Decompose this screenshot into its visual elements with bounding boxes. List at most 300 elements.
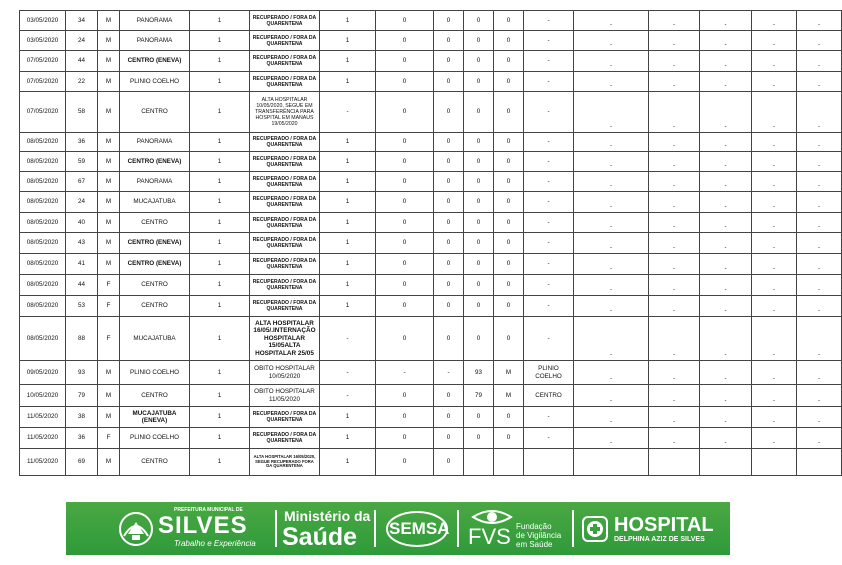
cell-text: - — [610, 62, 612, 69]
cell-c12 — [524, 233, 574, 254]
cell-bairro — [120, 275, 190, 296]
fvs-line1: Fundação — [516, 522, 552, 531]
cell-c17 — [797, 31, 842, 51]
cell-situacao — [250, 133, 320, 152]
footer-banner — [66, 502, 730, 555]
cell-c13 — [574, 152, 649, 172]
cell-c11 — [494, 152, 524, 172]
cell-text: M — [105, 368, 112, 376]
cell-text: 24 — [77, 198, 85, 206]
cell-sexo — [98, 233, 120, 254]
cell-contagem — [190, 449, 250, 476]
cell-text: 0 — [446, 198, 451, 206]
cell-text: 1 — [217, 260, 222, 268]
cell-text: 03/05/2020 — [26, 16, 59, 24]
cell-text: 0 — [506, 281, 511, 289]
cell-text: 0 — [402, 218, 407, 226]
cell-c9 — [434, 233, 464, 254]
cell-c13 — [574, 407, 649, 428]
silves-name: SILVES — [158, 512, 248, 539]
cell-text: 07/05/2020 — [26, 77, 59, 85]
case-table — [19, 10, 842, 476]
cell-c7 — [320, 361, 376, 385]
cell-c16 — [752, 11, 797, 31]
cell-text: 1 — [217, 218, 222, 226]
cell-c16 — [752, 361, 797, 385]
cell-text: RECUPERADO / FORA DA QUARENTENA — [252, 175, 317, 188]
cell-text: PLINIO COELHO — [130, 77, 179, 85]
cell-c13 — [574, 275, 649, 296]
fvs-line3: em Saúde — [516, 540, 553, 549]
cell-text: 0 — [476, 157, 481, 165]
cell-text: - — [724, 142, 727, 149]
cell-c14 — [649, 233, 700, 254]
cell-text: 0 — [446, 36, 451, 44]
cell-text: 0 — [506, 434, 511, 442]
cell-text: 24 — [77, 36, 85, 44]
table-row — [20, 192, 842, 213]
cell-contagem — [190, 407, 250, 428]
cell-text: - — [673, 62, 675, 69]
cell-text: F — [106, 281, 111, 289]
cell-text: 0 — [402, 413, 407, 421]
cell-c11 — [494, 254, 524, 275]
cell-text: - — [818, 375, 820, 382]
cell-situacao — [250, 31, 320, 51]
cell-contagem — [190, 233, 250, 254]
cell-c14 — [649, 428, 700, 449]
cell-c16 — [752, 385, 797, 407]
cell-text: 0 — [506, 77, 511, 85]
cell-c15 — [700, 172, 752, 192]
cell-c15 — [700, 92, 752, 133]
cell-c14 — [649, 275, 700, 296]
cell-c15 — [700, 361, 752, 385]
cell-c11 — [494, 296, 524, 317]
cell-c9 — [434, 296, 464, 317]
hospital-sub: DELPHINA AZIZ DE SILVES — [614, 536, 705, 543]
cell-bairro — [120, 192, 190, 213]
cell-c13 — [574, 428, 649, 449]
cell-text: PLINIO COELHO — [130, 434, 179, 442]
cell-text: 03/05/2020 — [26, 36, 59, 44]
cell-text: 08/05/2020 — [26, 218, 59, 226]
cell-sexo — [98, 192, 120, 213]
cell-c12 — [524, 385, 574, 407]
cell-text: RECUPERADO / FORA DA QUARENTENA — [252, 75, 317, 88]
cell-text: 0 — [506, 413, 511, 421]
cell-contagem — [190, 296, 250, 317]
cell-text: - — [818, 182, 820, 189]
cell-text: M — [105, 413, 112, 421]
cell-sexo — [98, 72, 120, 92]
cell-c16 — [752, 172, 797, 192]
table-row — [20, 213, 842, 233]
cell-text: RECUPERADO / FORA DA QUARENTENA — [252, 14, 317, 27]
cell-situacao — [250, 361, 320, 385]
cell-text: - — [673, 439, 675, 446]
cell-text: 0 — [476, 413, 481, 421]
cell-c15 — [700, 192, 752, 213]
cell-text: 0 — [476, 302, 481, 310]
cell-c16 — [752, 152, 797, 172]
cell-text: - — [547, 36, 550, 44]
cell-c15 — [700, 317, 752, 361]
cell-c14 — [649, 361, 700, 385]
cell-sexo — [98, 428, 120, 449]
cell-text: RECUPERADO / FORA DA QUARENTENA — [252, 196, 317, 208]
cell-text: 0 — [402, 77, 407, 85]
cell-text: 0 — [506, 177, 511, 185]
cell-text: - — [724, 41, 727, 48]
cell-c11 — [494, 449, 524, 476]
cell-c12 — [524, 133, 574, 152]
cell-text: - — [610, 397, 612, 404]
cell-situacao — [250, 407, 320, 428]
cell-text: 41 — [77, 260, 85, 268]
cell-text: 0 — [402, 108, 407, 116]
cell-data — [20, 192, 66, 213]
cell-c11 — [494, 385, 524, 407]
cell-c13 — [574, 361, 649, 385]
cell-c9 — [434, 254, 464, 275]
cell-bairro — [120, 385, 190, 407]
cell-c8 — [376, 428, 434, 449]
cell-c17 — [797, 428, 842, 449]
cell-sexo — [98, 275, 120, 296]
cell-data — [20, 275, 66, 296]
cell-idade — [66, 51, 98, 72]
cell-text: 08/05/2020 — [26, 157, 59, 165]
table-row — [20, 361, 842, 385]
cell-text: - — [773, 265, 775, 272]
cell-c11 — [494, 192, 524, 213]
cell-text: 69 — [77, 458, 85, 466]
cell-text: 08/05/2020 — [26, 334, 59, 342]
cell-text: CENTRO — [535, 391, 562, 399]
cell-c7 — [320, 152, 376, 172]
cell-text: - — [773, 351, 775, 358]
cell-data — [20, 213, 66, 233]
cell-bairro — [120, 172, 190, 192]
cell-c9 — [434, 213, 464, 233]
cell-text: 0 — [506, 108, 511, 116]
cell-c16 — [752, 296, 797, 317]
cell-c17 — [797, 407, 842, 428]
cell-text: 0 — [402, 281, 407, 289]
cell-text: 0 — [506, 16, 511, 24]
cell-c17 — [797, 317, 842, 361]
cell-text: - — [773, 82, 775, 89]
cell-c15 — [700, 11, 752, 31]
cell-c9 — [434, 31, 464, 51]
cell-c14 — [649, 72, 700, 92]
cell-c15 — [700, 233, 752, 254]
cell-c8 — [376, 449, 434, 476]
cell-c9 — [434, 152, 464, 172]
cell-bairro — [120, 72, 190, 92]
cell-sexo — [98, 385, 120, 407]
cell-situacao — [250, 275, 320, 296]
cell-c7 — [320, 428, 376, 449]
cell-data — [20, 233, 66, 254]
cell-text: - — [673, 286, 675, 293]
cell-text: PANORAMA — [136, 138, 173, 146]
cell-text: CENTRO (ENEVA) — [127, 157, 182, 165]
cell-situacao — [250, 428, 320, 449]
cell-text: - — [547, 434, 550, 442]
cell-sexo — [98, 317, 120, 361]
cell-text: 1 — [345, 16, 350, 24]
cell-c8 — [376, 31, 434, 51]
cell-c11 — [494, 213, 524, 233]
cell-c9 — [434, 407, 464, 428]
cell-c7 — [320, 407, 376, 428]
cell-text: - — [724, 82, 727, 89]
cell-text: RECUPERADO / FORA DA QUARENTENA — [252, 34, 317, 47]
cell-c17 — [797, 385, 842, 407]
cell-text: - — [673, 223, 675, 230]
cell-text: - — [547, 302, 550, 310]
cell-text: M — [105, 138, 112, 146]
cell-c7 — [320, 385, 376, 407]
cell-data — [20, 51, 66, 72]
cell-text: 10/05/2020 — [26, 391, 59, 399]
cell-c10 — [464, 92, 494, 133]
cell-c17 — [797, 192, 842, 213]
cell-text: - — [346, 368, 349, 376]
cell-text: 0 — [446, 177, 451, 185]
cell-text: 08/05/2020 — [26, 302, 59, 310]
cell-c12 — [524, 172, 574, 192]
cell-text: - — [818, 162, 820, 169]
cell-text: - — [724, 265, 727, 272]
cell-contagem — [190, 92, 250, 133]
cell-c17 — [797, 449, 842, 476]
cell-c16 — [752, 213, 797, 233]
cell-c10 — [464, 428, 494, 449]
table-row — [20, 428, 842, 449]
cell-c8 — [376, 51, 434, 72]
cell-contagem — [190, 192, 250, 213]
cell-text: 1 — [345, 138, 350, 146]
table-row — [20, 152, 842, 172]
cell-c7 — [320, 31, 376, 51]
cell-c17 — [797, 275, 842, 296]
cell-situacao — [250, 385, 320, 407]
table-row — [20, 51, 842, 72]
cell-text: - — [673, 142, 675, 149]
cell-idade — [66, 72, 98, 92]
cell-text: 88 — [77, 334, 85, 342]
cell-text: 1 — [345, 434, 350, 442]
cell-text: M — [105, 260, 112, 268]
cell-contagem — [190, 11, 250, 31]
cell-text: - — [610, 307, 612, 314]
cell-text: 08/05/2020 — [26, 198, 59, 206]
cell-text: 0 — [446, 413, 451, 421]
cell-text: 36 — [77, 434, 85, 442]
cell-c7 — [320, 296, 376, 317]
table-row — [20, 11, 842, 31]
cell-text: 0 — [476, 108, 481, 116]
cell-text: 08/05/2020 — [26, 239, 59, 247]
cell-text: 0 — [476, 260, 481, 268]
cell-text: - — [447, 368, 450, 376]
cell-contagem — [190, 275, 250, 296]
cell-text: 11/05/2020 — [26, 434, 59, 442]
cell-text: 0 — [402, 434, 407, 442]
cell-idade — [66, 152, 98, 172]
cell-c17 — [797, 233, 842, 254]
cell-text: - — [773, 21, 775, 28]
cell-c10 — [464, 133, 494, 152]
cell-text: 07/05/2020 — [26, 57, 59, 65]
cell-text: 1 — [217, 239, 222, 247]
cell-c13 — [574, 213, 649, 233]
cell-c8 — [376, 361, 434, 385]
cell-situacao — [250, 449, 320, 476]
cell-text: 34 — [77, 16, 85, 24]
cell-c9 — [434, 385, 464, 407]
cell-sexo — [98, 254, 120, 275]
table-row — [20, 275, 842, 296]
silves-logo-icon — [114, 510, 158, 548]
cell-text: 0 — [402, 239, 407, 247]
cell-data — [20, 361, 66, 385]
cell-idade — [66, 317, 98, 361]
cell-text: 08/05/2020 — [26, 138, 59, 146]
table-row — [20, 385, 842, 407]
cell-situacao — [250, 233, 320, 254]
cell-text: 1 — [345, 198, 350, 206]
cell-text: ALTA HOSPITALAR 16/05/.INTERNAÇÃO HOSPITALAR 15/05ALTA HOSPITALAR 25/05 — [253, 319, 316, 357]
cell-text: - — [773, 182, 775, 189]
fvs-abbr: FVS — [468, 524, 511, 549]
cell-text: - — [547, 413, 550, 421]
cell-text: 1 — [345, 77, 350, 85]
cell-text: - — [773, 223, 775, 230]
cell-text: - — [818, 307, 820, 314]
cell-c15 — [700, 428, 752, 449]
cell-data — [20, 31, 66, 51]
cell-text: 43 — [77, 239, 85, 247]
cell-c13 — [574, 31, 649, 51]
cell-text: - — [610, 21, 612, 28]
cell-situacao — [250, 296, 320, 317]
cell-text: - — [724, 375, 727, 382]
cell-c7 — [320, 72, 376, 92]
cell-bairro — [120, 31, 190, 51]
cell-text: RECUPERADO / FORA DA QUARENTENA — [252, 155, 317, 168]
cell-bairro — [120, 428, 190, 449]
cell-text: - — [346, 108, 349, 116]
cell-data — [20, 172, 66, 192]
cell-c8 — [376, 11, 434, 31]
cell-text: 67 — [77, 177, 85, 185]
cell-text: 1 — [345, 239, 350, 247]
cell-c11 — [494, 11, 524, 31]
cell-text: - — [773, 375, 775, 382]
cell-text: 0 — [446, 434, 451, 442]
cell-text: - — [610, 286, 612, 293]
cell-text: 0 — [446, 239, 451, 247]
cell-text: 0 — [402, 16, 407, 24]
cell-text: - — [724, 418, 727, 425]
cell-c13 — [574, 133, 649, 152]
cell-text: - — [547, 281, 550, 289]
fvs-line2: de Vigilância — [516, 531, 562, 540]
cell-text: - — [673, 203, 675, 210]
cell-text: - — [547, 334, 550, 342]
cell-c15 — [700, 31, 752, 51]
cell-situacao — [250, 192, 320, 213]
cell-text: 44 — [77, 57, 85, 65]
cell-text: OBITO HOSPITALAR 10/05/2020 — [254, 365, 315, 380]
cell-text: F — [106, 334, 111, 342]
table-row — [20, 317, 842, 361]
cell-c16 — [752, 31, 797, 51]
cell-c10 — [464, 11, 494, 31]
cell-c11 — [494, 317, 524, 361]
cell-text: - — [724, 223, 727, 230]
cell-c8 — [376, 407, 434, 428]
cell-c10 — [464, 449, 494, 476]
cell-contagem — [190, 51, 250, 72]
cell-c14 — [649, 11, 700, 31]
cell-text: 1 — [217, 198, 222, 206]
cell-text: PANORAMA — [136, 16, 173, 24]
cell-c17 — [797, 213, 842, 233]
cell-c13 — [574, 385, 649, 407]
footer-separator — [457, 510, 459, 547]
table-row — [20, 449, 842, 476]
cell-c17 — [797, 172, 842, 192]
cell-text: 1 — [345, 177, 350, 185]
cell-text: 0 — [446, 458, 451, 466]
cell-text: 93 — [77, 368, 85, 376]
cell-text: 0 — [506, 198, 511, 206]
cell-c10 — [464, 192, 494, 213]
cell-text: 0 — [476, 177, 481, 185]
cell-idade — [66, 385, 98, 407]
cell-c9 — [434, 72, 464, 92]
cell-text: 1 — [217, 57, 222, 65]
cell-c12 — [524, 361, 574, 385]
cell-data — [20, 133, 66, 152]
cell-text: 08/05/2020 — [26, 260, 59, 268]
cell-text: 79 — [474, 391, 482, 399]
cell-text: 1 — [217, 458, 222, 466]
cell-c14 — [649, 51, 700, 72]
cell-text: 0 — [446, 157, 451, 165]
cell-contagem — [190, 31, 250, 51]
cell-c17 — [797, 72, 842, 92]
cell-c16 — [752, 233, 797, 254]
cell-situacao — [250, 72, 320, 92]
cell-text: 0 — [476, 138, 481, 146]
cell-c12 — [524, 11, 574, 31]
cell-text: 0 — [506, 302, 511, 310]
cell-text: - — [547, 138, 550, 146]
cell-text: 0 — [476, 36, 481, 44]
cell-text: - — [673, 265, 675, 272]
cell-contagem — [190, 172, 250, 192]
hospital-cross-icon — [582, 516, 608, 542]
cell-c10 — [464, 407, 494, 428]
cell-c15 — [700, 72, 752, 92]
cell-text: - — [673, 162, 675, 169]
